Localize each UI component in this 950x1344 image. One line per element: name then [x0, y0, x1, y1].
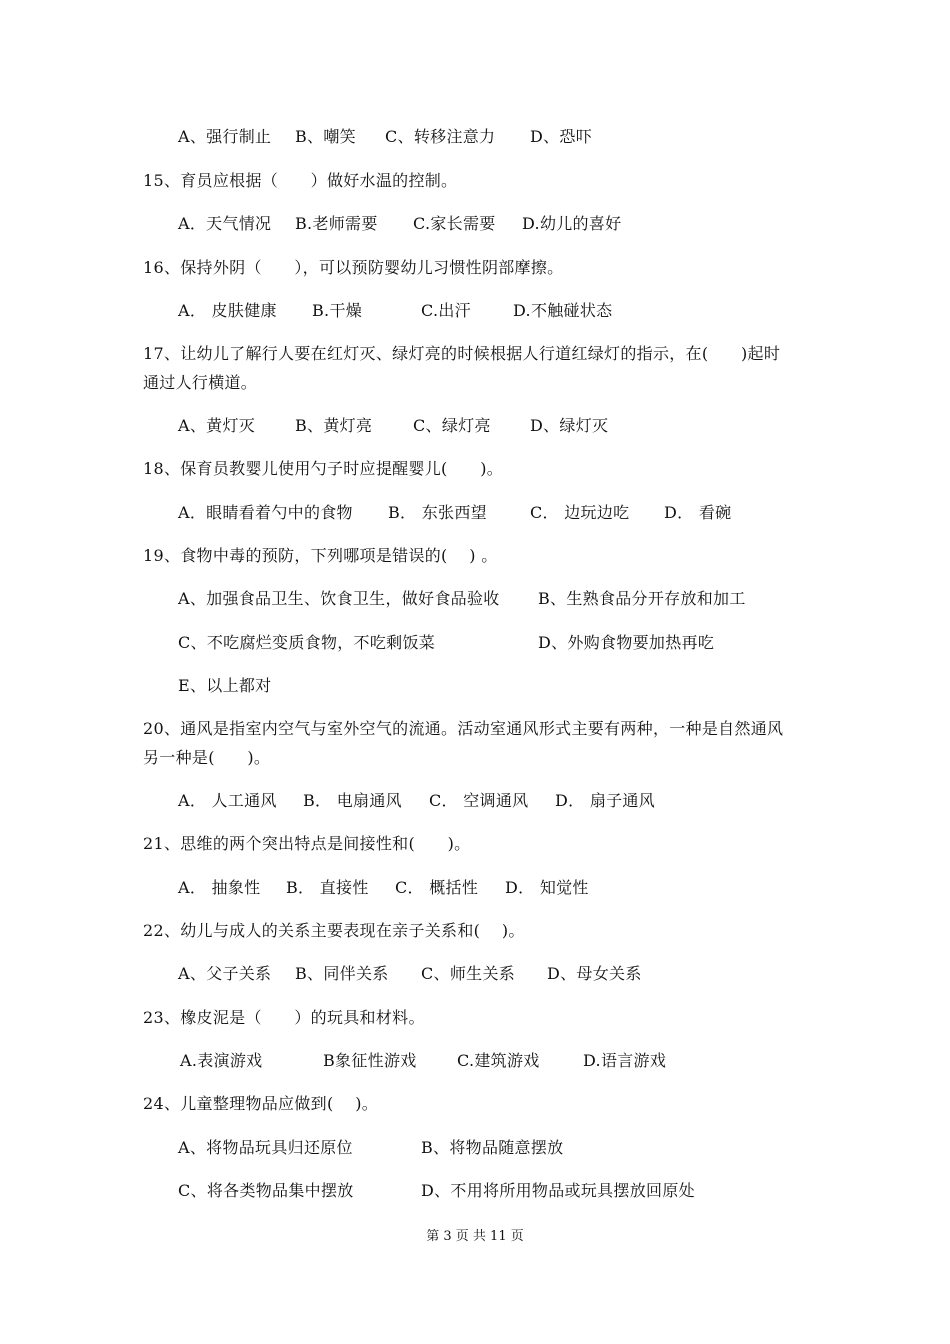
- q22-option-a: A、父子关系: [178, 964, 272, 983]
- question-15: 15、育员应根据（ ）做好水温的控制。: [143, 171, 458, 190]
- q16-option-d: D.不触碰状态: [513, 301, 613, 320]
- q19-option-c: C、不吃腐烂变质食物，不吃剩饭菜: [178, 633, 436, 652]
- question-18: 18、保育员教婴儿使用勺子时应提醒婴儿( )。: [143, 459, 504, 478]
- q20-option-d: D． 扇子通风: [555, 791, 656, 810]
- q16-option-a: A． 皮肤健康: [178, 301, 277, 320]
- q15-option-d: D.幼儿的喜好: [522, 214, 622, 233]
- question-20-line-1: 20、通风是指室内空气与室外空气的流通。活动室通风形式主要有两种，一种是自然通风: [143, 719, 784, 738]
- q20-option-a: A． 人工通风: [178, 791, 277, 810]
- question-17-line-1: 17、让幼儿了解行人要在红灯灭、绿灯亮的时候根据人行道红绿灯的指示，在( )起时: [143, 344, 781, 363]
- q17-option-a: A、黄灯灭: [178, 416, 256, 435]
- q23-option-c: C.建筑游戏: [457, 1051, 540, 1070]
- q22-option-b: B、同伴关系: [295, 964, 389, 983]
- q18-option-b: B． 东张西望: [388, 503, 487, 522]
- q21-option-b: B． 直接性: [286, 878, 369, 897]
- q23-option-b: B象征性游戏: [323, 1051, 417, 1070]
- q19-option-a: A、加强食品卫生、饮食卫生，做好食品验收: [178, 589, 500, 608]
- question-22: 22、幼儿与成人的关系主要表现在亲子关系和( )。: [143, 921, 525, 940]
- question-24: 24、儿童整理物品应做到( )。: [143, 1094, 379, 1113]
- q24-option-d: D、不用将所用物品或玩具摆放回原处: [421, 1181, 695, 1200]
- q16-option-c: C.出汗: [421, 301, 471, 320]
- q22-option-d: D、母女关系: [547, 964, 642, 983]
- q18-option-c: C． 边玩边吃: [530, 503, 630, 522]
- q17-option-b: B、黄灯亮: [295, 416, 373, 435]
- q15-option-b: B.老师需要: [295, 214, 378, 233]
- q16-option-b: B.干燥: [312, 301, 363, 320]
- q20-option-c: C． 空调通风: [429, 791, 529, 810]
- q23-option-d: D.语言游戏: [583, 1051, 667, 1070]
- q20-option-b: B． 电扇通风: [303, 791, 402, 810]
- q22-option-c: C、师生关系: [421, 964, 516, 983]
- q14-option-b: B、嘲笑: [295, 127, 356, 146]
- q21-option-c: C． 概括性: [395, 878, 479, 897]
- question-16: 16、保持外阴（ ），可以预防婴幼儿习惯性阴部摩擦。: [143, 258, 564, 277]
- q14-option-d: D、恐吓: [530, 127, 593, 146]
- q15-option-c: C.家长需要: [413, 214, 496, 233]
- q19-option-b: B、生熟食品分开存放和加工: [538, 589, 746, 608]
- q14-option-a: A、强行制止: [178, 127, 272, 146]
- q17-option-d: D、绿灯灭: [530, 416, 609, 435]
- page-number: 第 3 页 共 11 页: [426, 1229, 524, 1244]
- question-19: 19、食物中毒的预防，下列哪项是错误的( ) 。: [143, 546, 498, 565]
- q24-option-a: A、将物品玩具归还原位: [178, 1138, 353, 1157]
- q18-option-d: D． 看碗: [664, 503, 732, 522]
- q24-option-c: C、将各类物品集中摆放: [178, 1181, 354, 1200]
- q21-option-a: A． 抽象性: [178, 878, 261, 897]
- q19-option-d: D、外购食物要加热再吃: [538, 633, 715, 652]
- q21-option-d: D． 知觉性: [505, 878, 589, 897]
- q19-option-e: E、以上都对: [178, 676, 272, 695]
- q24-option-b: B、将物品随意摆放: [421, 1138, 564, 1157]
- q18-option-a: A．眼睛看着勺中的食物: [178, 503, 353, 522]
- q23-option-a: A.表演游戏: [180, 1051, 263, 1070]
- question-23: 23、橡皮泥是（ ）的玩具和材料。: [143, 1008, 425, 1027]
- question-17-line-2: 通过人行横道。: [143, 373, 258, 392]
- q17-option-c: C、绿灯亮: [413, 416, 491, 435]
- question-21: 21、思维的两个突出特点是间接性和( )。: [143, 834, 471, 853]
- q15-option-a: A．天气情况: [178, 214, 272, 233]
- q14-option-c: C、转移注意力: [385, 127, 496, 146]
- question-20-line-2: 另一种是( )。: [143, 748, 271, 767]
